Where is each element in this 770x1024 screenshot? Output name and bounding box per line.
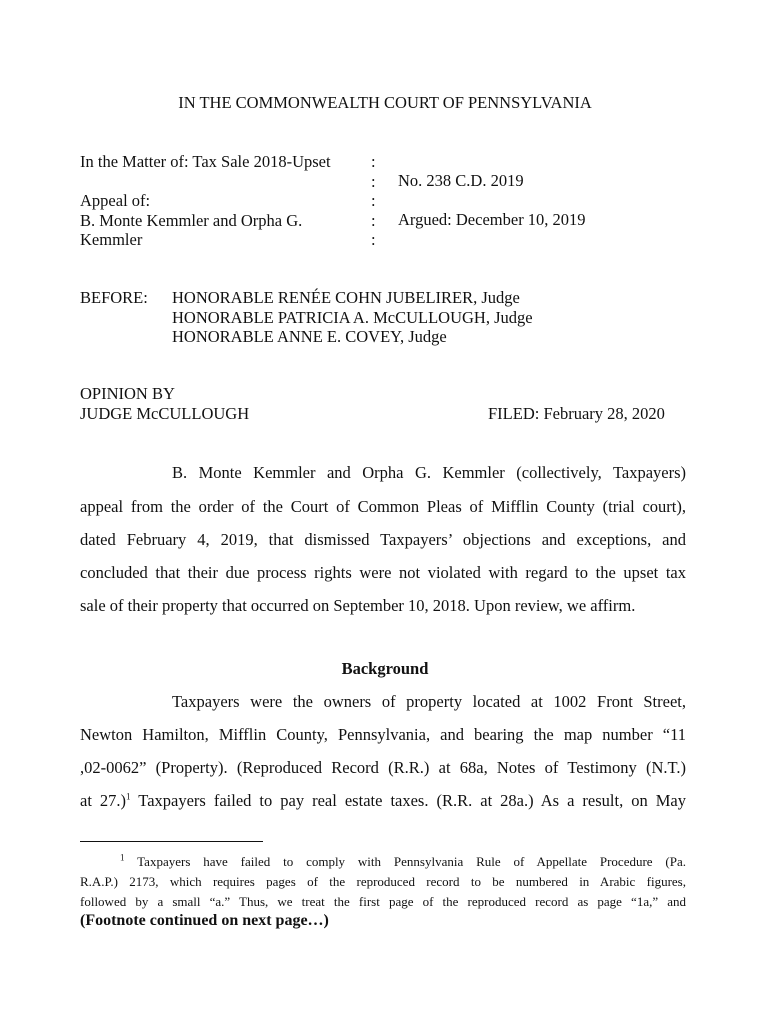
paragraph-line: Newton Hamilton, Mifflin County, Pennsylvania, and bearing the map number “11 bbox=[80, 725, 686, 744]
caption-colon: : bbox=[371, 152, 376, 171]
judges-list bbox=[172, 288, 533, 347]
footnote-line: R.A.P.) 2173, which requires pages of the reproduced record to be numbered in Arabic figures, bbox=[80, 874, 686, 889]
caption-colon: : bbox=[371, 210, 376, 230]
caption-appellants: B. Monte Kemmler and Orpha G. bbox=[80, 210, 303, 230]
caption-blank bbox=[80, 172, 331, 192]
paragraph-text: Taxpayers failed to pay real estate taxes. (R.R. at 28a.) As a result, on May bbox=[130, 791, 686, 810]
opinion-by: OPINION BY bbox=[80, 384, 175, 403]
caption-left bbox=[80, 152, 331, 250]
paragraph-line: dated February 4, 2019, that dismissed Taxpayers’ objections and exceptions, and bbox=[80, 530, 686, 549]
footnote-continued: (Footnote continued on next page…) bbox=[80, 912, 329, 929]
paragraph-line: ,02-0062” (Property). (Reproduced Record (R.R.) at 68a, Notes of Testimony (N.T.) bbox=[80, 758, 686, 777]
docket-number: No. 238 C.D. 2019 bbox=[398, 171, 524, 190]
judge-name: HONORABLE ANNE E. COVEY, Judge bbox=[172, 327, 447, 346]
caption-colon: : bbox=[371, 171, 376, 191]
footnote-divider bbox=[80, 841, 263, 842]
judge-name: HONORABLE RENÉE COHN JUBELIRER, Judge bbox=[172, 288, 520, 307]
paragraph-line: appeal from the order of the Court of Common Pleas of Mifflin County (trial court), bbox=[80, 497, 686, 516]
judge-name: HONORABLE PATRICIA A. McCULLOUGH, Judge bbox=[172, 307, 533, 327]
court-title: IN THE COMMONWEALTH COURT OF PENNSYLVANIA bbox=[178, 93, 592, 112]
footnote-line: followed by a small “a.” Thus, we treat the first page of the reproduced record as page “1a,” and bbox=[80, 894, 686, 909]
paragraph-line: concluded that their due process rights were not violated with regard to the upset tax bbox=[80, 563, 686, 582]
argued-date: Argued: December 10, 2019 bbox=[398, 210, 586, 229]
footnote-line bbox=[80, 854, 686, 870]
before-label: BEFORE: bbox=[80, 288, 148, 307]
footnote-reference[interactable]: 1 bbox=[126, 791, 131, 802]
paragraph-line: Taxpayers were the owners of property located at 1002 Front Street, bbox=[172, 692, 686, 711]
caption-colon: : bbox=[371, 230, 376, 249]
caption-matter: In the Matter of: Tax Sale 2018-Upset bbox=[80, 152, 331, 171]
footnote-marker: 1 bbox=[120, 852, 125, 863]
caption-colon: : bbox=[371, 191, 376, 210]
section-heading: Background bbox=[341, 659, 429, 678]
caption-appellants-cont: Kemmler bbox=[80, 230, 143, 249]
paragraph-line bbox=[80, 791, 686, 811]
filed-date: FILED: February 28, 2020 bbox=[488, 404, 665, 423]
footnote-text: Taxpayers have failed to comply with Pennsylvania Rule of Appellate Procedure (Pa. bbox=[137, 854, 687, 869]
paragraph-line: B. Monte Kemmler and Orpha G. Kemmler (collectively, Taxpayers) bbox=[172, 463, 686, 482]
caption-colons bbox=[371, 152, 376, 250]
paragraph-line: sale of their property that occurred on September 10, 2018. Upon review, we affirm. bbox=[80, 596, 636, 615]
caption-appeal-of: Appeal of: bbox=[80, 191, 151, 210]
paragraph-text: at 27.) bbox=[80, 791, 127, 810]
opinion-author: JUDGE McCULLOUGH bbox=[80, 404, 250, 423]
